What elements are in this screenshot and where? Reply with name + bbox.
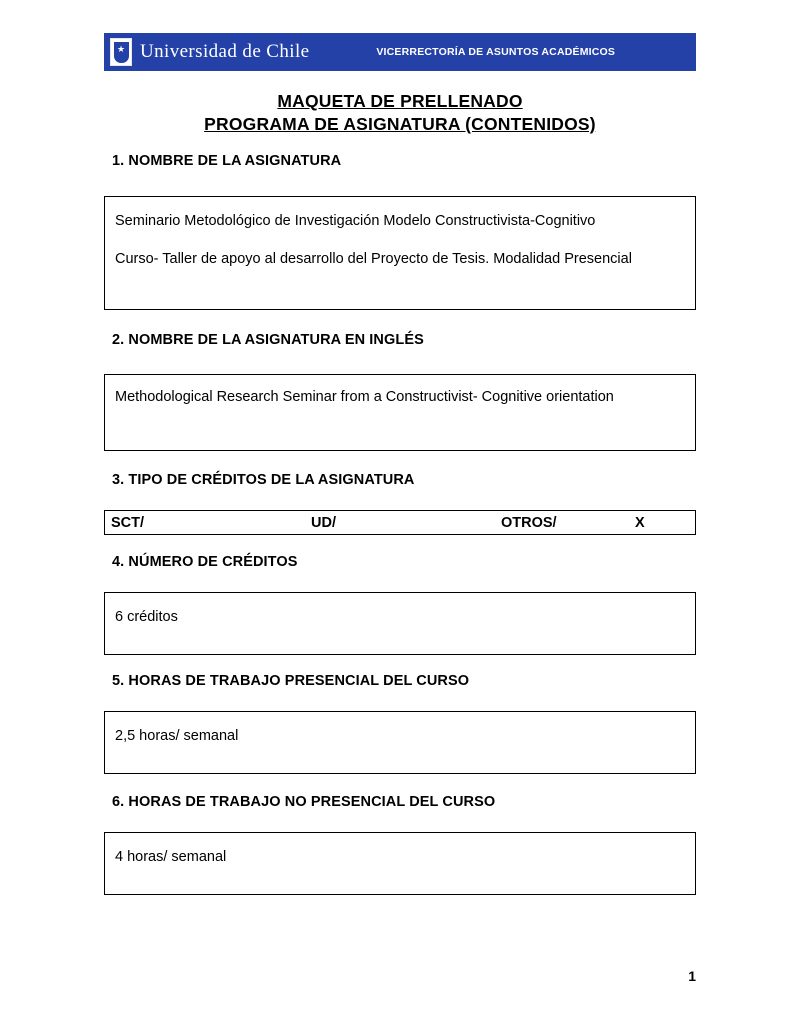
university-name: Universidad de Chile	[140, 41, 310, 62]
page-title	[0, 90, 800, 136]
page-title-line-2: PROGRAMA DE ASIGNATURA (CONTENIDOS)	[204, 114, 596, 134]
section-5-paragraph-1: 2,5 horas/ semanal	[115, 728, 239, 744]
section-1-paragraph-1: Seminario Metodológico de Investigación Modelo Constructivista-Cognitivo	[115, 213, 596, 229]
section-heading-3: 3. TIPO DE CRÉDITOS DE LA ASIGNATURA	[112, 472, 415, 488]
document-header-banner	[104, 33, 696, 71]
credit-type-row	[104, 510, 696, 535]
section-heading-4: 4. NÚMERO DE CRÉDITOS	[112, 554, 298, 570]
credit-type-sct	[105, 515, 311, 531]
university-crest-icon	[110, 38, 132, 66]
credit-type-otros-label-cell	[501, 515, 621, 531]
credit-type-otros-label: OTROS/	[501, 514, 557, 531]
section-field-4	[104, 592, 696, 655]
section-2-paragraph-1: Methodological Research Seminar from a Constructivist- Cognitive orientation	[115, 389, 614, 405]
credit-type-otros-value: X	[635, 514, 645, 531]
section-heading-5: 5. HORAS DE TRABAJO PRESENCIAL DEL CURSO	[112, 673, 470, 689]
section-6-paragraph-1: 4 horas/ semanal	[115, 849, 227, 865]
university-brand	[104, 33, 309, 71]
section-1-paragraph-2: Curso- Taller de apoyo al desarrollo del Proyecto de Tesis. Modalidad Presencial	[115, 251, 632, 267]
office-name: VICERRECTORÍA DE ASUNTOS ACADÉMICOS	[376, 46, 616, 58]
section-field-1	[104, 196, 696, 310]
page-number: 1	[688, 968, 696, 984]
section-field-2	[104, 374, 696, 451]
credit-type-sct-label: SCT/	[111, 514, 145, 531]
section-heading-6: 6. HORAS DE TRABAJO NO PRESENCIAL DEL CURSO	[112, 794, 496, 810]
section-heading-1: 1. NOMBRE DE LA ASIGNATURA	[112, 153, 342, 169]
crest-star-icon: ★	[117, 44, 126, 54]
section-heading-2: 2. NOMBRE DE LA ASIGNATURA EN INGLÉS	[112, 332, 424, 348]
credit-type-ud	[311, 515, 501, 531]
credit-type-ud-label: UD/	[311, 514, 336, 531]
page-title-line-1: MAQUETA DE PRELLENADO	[277, 91, 523, 111]
section-field-6	[104, 832, 696, 895]
section-4-paragraph-1: 6 créditos	[115, 609, 178, 625]
section-field-5	[104, 711, 696, 774]
